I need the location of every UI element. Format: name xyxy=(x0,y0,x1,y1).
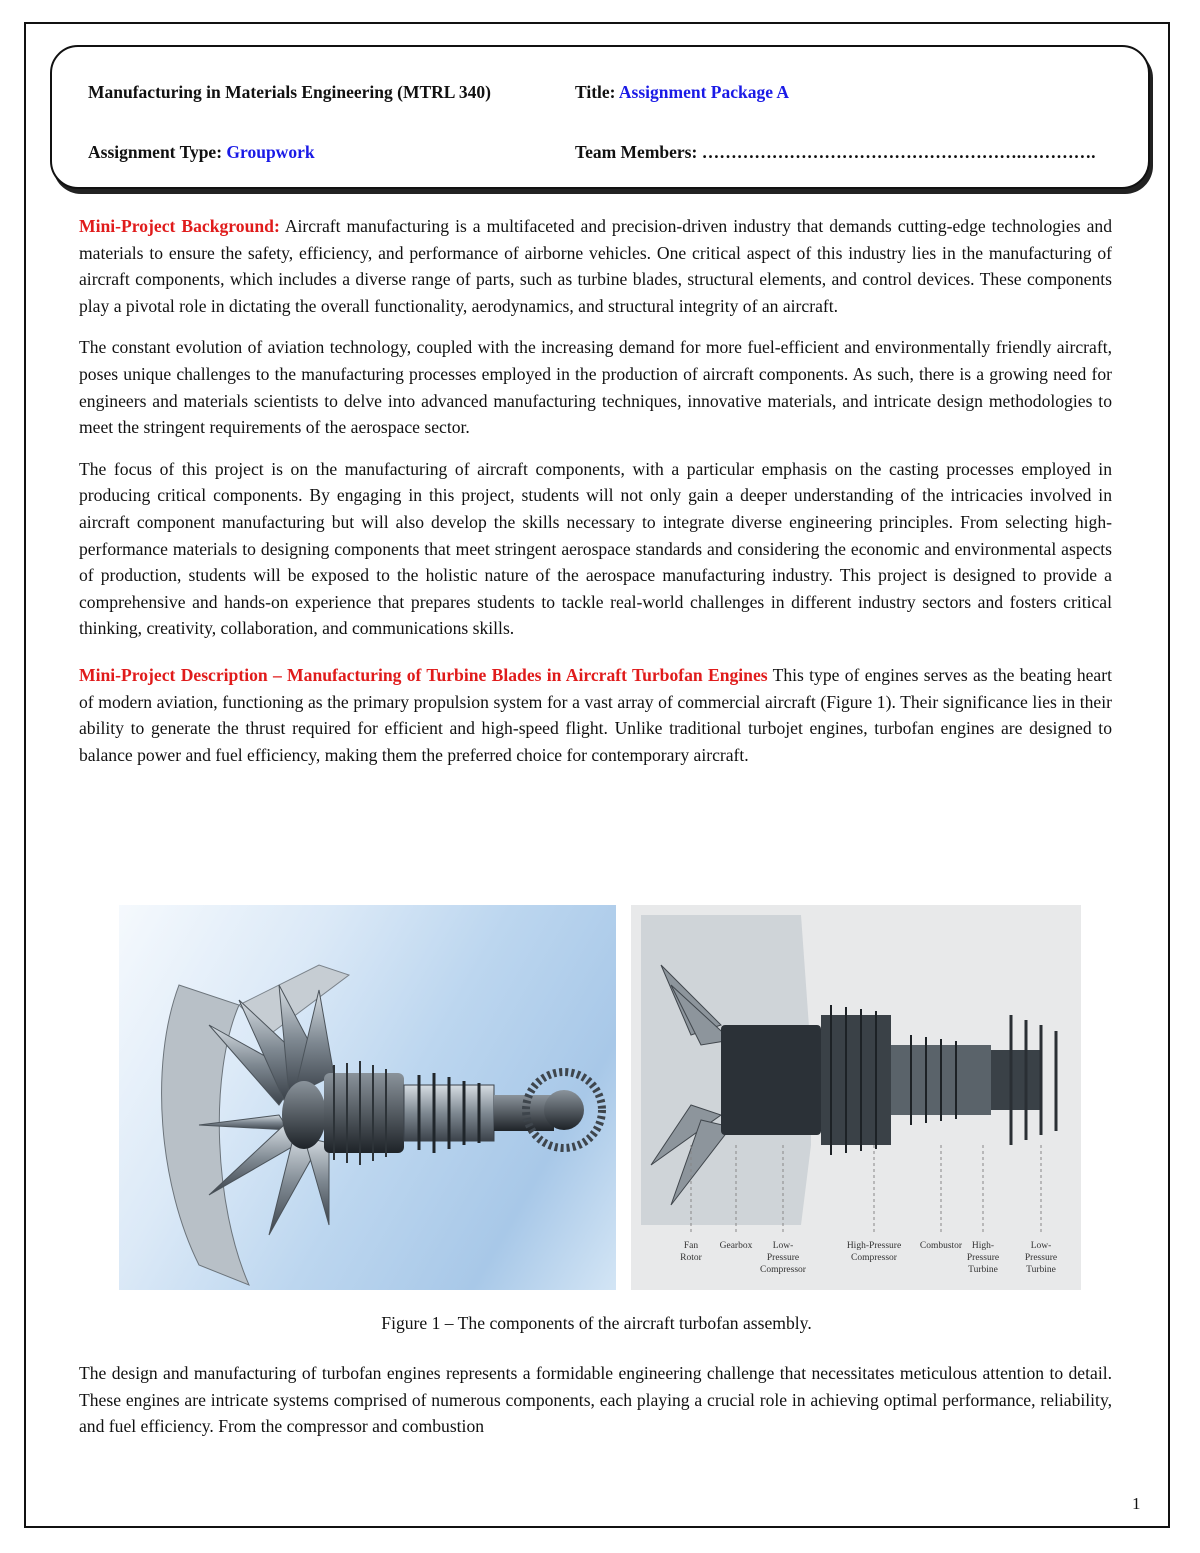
component-label: High-Pressure Turbine xyxy=(966,1241,1000,1275)
description-heading: Mini-Project Description – Manufacturing of Turbine Blades in Aircraft Turbofan Engines xyxy=(79,664,768,685)
figure-caption: Figure 1 – The components of the aircraft turbofan assembly. xyxy=(381,1313,812,1333)
page-number: 1 xyxy=(1132,1494,1141,1513)
background-paragraph-2: The constant evolution of aviation technology, coupled with the increasing demand for more fuel-efficient and environmentally friendly aircraft, poses unique challenges to the manufacturing processes employed in the production of aircraft components. As such, there is a growing need for engineers and materials scientists to delve into advanced manufacturing techniques, innovative materials, and intricate design methodologies to meet the stringent requirements of the aerospace sector. xyxy=(79,337,1112,438)
background-paragraph-1: Mini-Project Background: Aircraft manufacturing is a multifaceted and precision-driven industry that demands cutting-edge technologies and materials to ensure the safety, efficiency, and performance of airborne vehicles. One critical aspect of this industry lies in the manufacturing of aircraft components, which includes a diverse range of parts, such as turbine blades, structural elements, and control devices. These components play a pivotal role in dictating the overall functionality, aerodynamics, and structural integrity of an aircraft. xyxy=(79,216,1112,316)
header-box xyxy=(50,45,1150,189)
assignment-title: Title: Assignment Package A xyxy=(575,82,790,102)
team-members: Team Members: ……………………………………………….…………. xyxy=(575,142,1096,162)
course-name: Manufacturing in Materials Engineering (MTRL 340) xyxy=(88,82,491,102)
turbofan-cutaway-diagram xyxy=(631,905,1081,1290)
component-label: High-Pressure Compressor xyxy=(846,1241,902,1263)
component-label: Combustor xyxy=(919,1241,963,1251)
component-label: Gearbox xyxy=(719,1241,753,1251)
component-label: Fan Rotor xyxy=(680,1241,702,1263)
background-paragraph-3: The focus of this project is on the manufacturing of aircraft components, with a particular emphasis on the casting processes employed in producing critical components. By engaging in this project, students will not only gain a deeper understanding of the intricacies involved in aircraft component manufacturing but will also develop the skills necessary to integrate diverse engineering principles. From selecting high-performance materials to designing components that meet stringent aerospace standards and considering the economic and environmental aspects of production, students will be exposed to the holistic nature of the aerospace manufacturing industry. This project is designed to provide a comprehensive and hands-on experience that prepares students to tackle real-world challenges in different industry sectors and fosters critical thinking, creativity, collaboration, and communications skills. xyxy=(79,458,1112,639)
component-label: Low-Pressure Turbine xyxy=(1024,1241,1058,1275)
closing-text xyxy=(79,1360,1112,1440)
component-label: Low-Pressure Compressor xyxy=(760,1241,806,1275)
closing-paragraph: The design and manufacturing of turbofan engines represents a formidable engineering challenge that necessitates meticulous attention to detail. These engines are intricate systems comprised of numerous components, each playing a crucial role in achieving optimal performance, reliability, and fuel efficiency. From the compressor and combustion xyxy=(79,1363,1112,1437)
background-heading: Mini-Project Background: xyxy=(79,216,280,236)
description-paragraph: Mini-Project Description – Manufacturing of Turbine Blades in Aircraft Turbofan Engines This type of engines serves as the beating heart of modern aviation, functioning as the primary propulsion system for a vast array of commercial aircraft (Figure 1). Their significance lies in their ability to generate the thrust required for efficient and high-speed flight. Unlike traditional turbojet engines, turbofan engines are designed to balance power and fuel efficiency, making them the preferred choice for contemporary aircraft. xyxy=(79,664,1112,765)
turbofan-render-image xyxy=(119,905,616,1290)
body-text xyxy=(79,213,1112,768)
assignment-type: Assignment Type: Groupwork xyxy=(88,142,315,162)
figure-1 xyxy=(119,905,1081,1290)
